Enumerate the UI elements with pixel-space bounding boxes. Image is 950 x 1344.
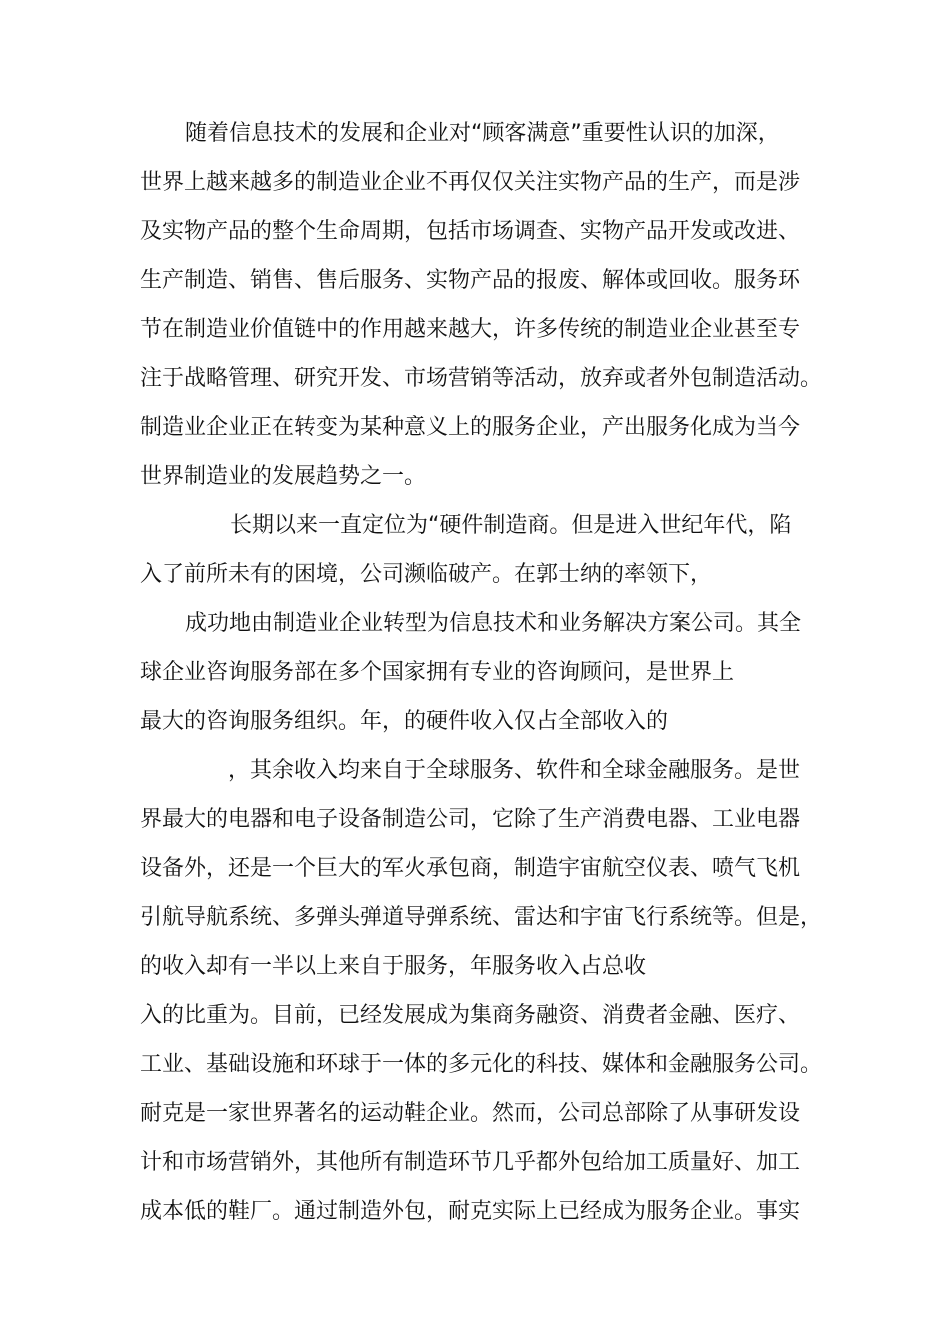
- text-line: 引航导航系统、多弹头弹道导弹系统、雷达和宇宙飞行系统等。但是，: [140, 905, 823, 930]
- text-line: 耐克是一家世界著名的运动鞋企业。然而，公司总部除了从事研发设: [140, 1101, 801, 1126]
- text-line: 生产制造、销售、售后服务、实物产品的报废、解体或回收。服务环: [140, 268, 801, 293]
- text-line: 工业、基础设施和环球于一体的多元化的科技、媒体和金融服务公司。: [140, 1052, 823, 1077]
- text-line: 计和市场营销外，其他所有制造环节几乎都外包给加工质量好、加工: [140, 1150, 801, 1175]
- text-line: 设备外，还是一个巨大的军火承包商，制造宇宙航空仪表、喷气飞机: [140, 856, 801, 881]
- text-line: 入了前所未有的困境，公司濒临破产。在郭士纳的率领下，: [140, 562, 713, 587]
- text-line: 节在制造业价值链中的作用越来越大，许多传统的制造业企业甚至专: [140, 317, 801, 342]
- text-line: 及实物产品的整个生命周期，包括市场调查、实物产品开发或改进、: [140, 219, 801, 244]
- text-line: 的收入却有一半以上来自于服务，年服务收入占总收: [140, 954, 647, 979]
- text-line: 成本低的鞋厂。通过制造外包，耐克实际上已经成为服务企业。事实: [140, 1199, 801, 1224]
- text-line: 界最大的电器和电子设备制造公司，它除了生产消费电器、工业电器: [140, 807, 801, 832]
- text-line: 制造业企业正在转变为某种意义上的服务企业，产出服务化成为当今: [140, 415, 801, 440]
- text-line: 随着信息技术的发展和企业对“顾客满意”重要性认识的加深，: [185, 121, 780, 146]
- text-line: 最大的咨询服务组织。年，的硬件收入仅占全部收入的: [140, 709, 669, 734]
- text-line: 世界上越来越多的制造业企业不再仅仅关注实物产品的生产，而是涉: [140, 170, 801, 195]
- text-line: 入的比重为。目前，已经发展成为集商务融资、消费者金融、医疗、: [140, 1003, 801, 1028]
- text-line: 长期以来一直定位为“硬件制造商。但是进入世纪年代，陷: [230, 513, 792, 538]
- text-line: 球企业咨询服务部在多个国家拥有专业的咨询顾问，是世界上: [140, 660, 735, 685]
- text-line: 世界制造业的发展趋势之一。: [140, 464, 427, 489]
- text-line: ，其余收入均来自于全球服务、软件和全球金融服务。是世: [228, 758, 801, 783]
- text-line: 注于战略管理、研究开发、市场营销等活动，放弃或者外包制造活动。: [140, 366, 823, 391]
- text-line: 成功地由制造业企业转型为信息技术和业务解决方案公司。其全: [185, 611, 802, 636]
